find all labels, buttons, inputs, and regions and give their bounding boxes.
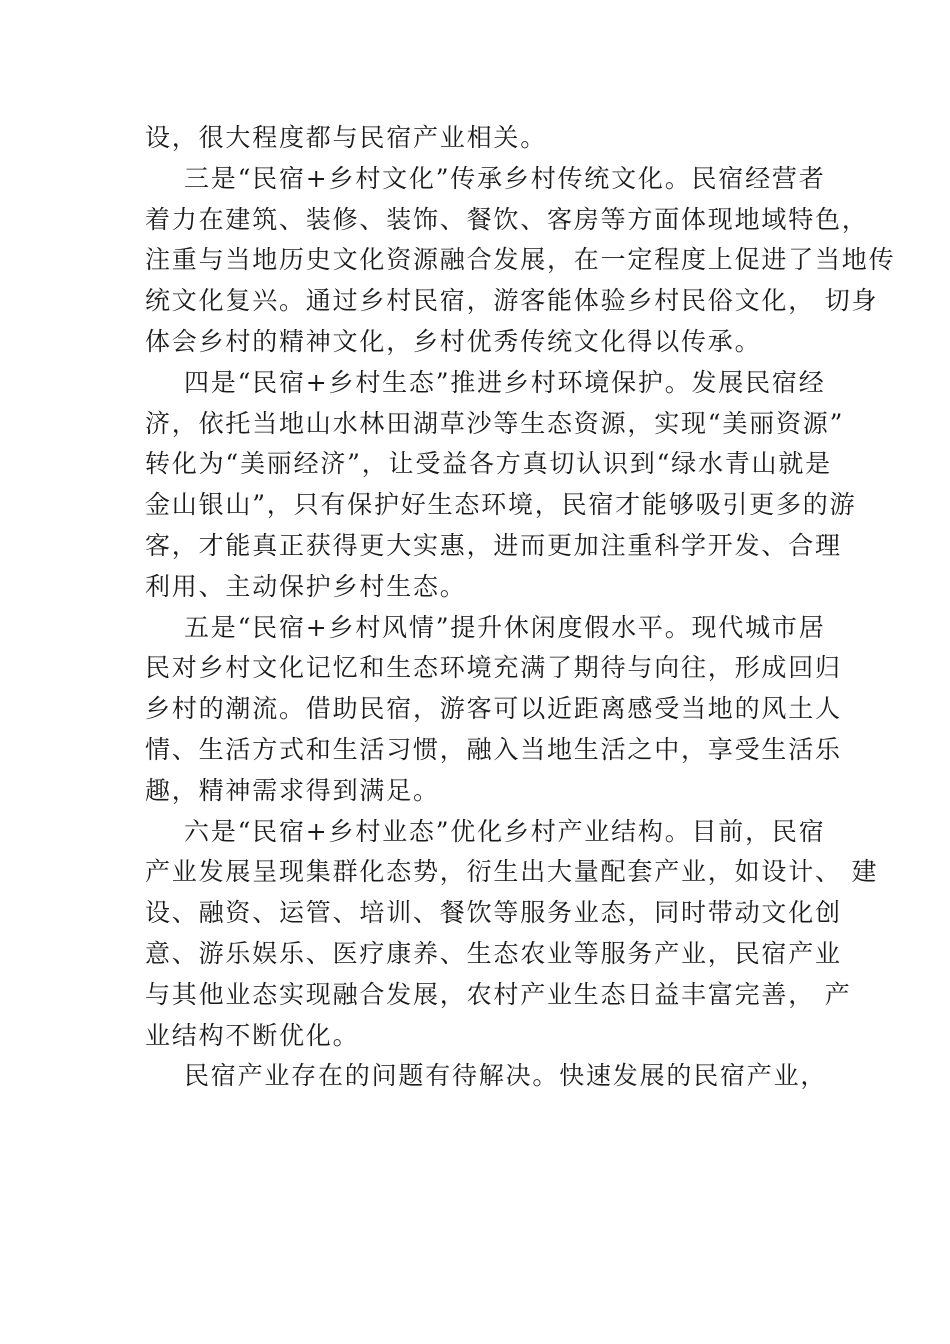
text-line: 注重与当地历史文化资源融合发展，在一定程度上促进了当地传 (145, 245, 896, 275)
text-line: 济，依托当地山水林田湖草沙等生态资源，实现“美丽资源” (145, 408, 845, 438)
text-line: 三是“民宿+乡村文化”传承乡村传统文化。民宿经营者 (145, 163, 826, 193)
text-line: 利用、主动保护乡村生态。 (145, 571, 467, 601)
text-line: 趣，精神需求得到满足。 (145, 775, 440, 805)
text-line: 六是“民宿+乡村业态”优化乡村产业结构。目前，民宿 (145, 816, 826, 846)
text-line: 情、生活方式和生活习惯，融入当地生活之中，享受生活乐 (145, 734, 842, 764)
text-line: 民对乡村文化记忆和生态环境充满了期待与向往，形成回归 (145, 653, 842, 683)
text-line: 民宿产业存在的问题有待解决。快速发展的民宿产业， (145, 1061, 828, 1091)
text-line: 体会乡村的精神文化，乡村优秀传统文化得以传承。 (145, 326, 762, 356)
text-line: 着力在建筑、装修、装饰、餐饮、客房等方面体现地域特色， (145, 204, 869, 234)
text-line: 五是“民宿+乡村风情”提升休闲度假水平。现代城市居 (145, 612, 826, 642)
body-text (145, 118, 896, 1097)
text-line: 统文化复兴。通过乡村民宿，游客能体验乡村民俗文化， 切身 (145, 286, 879, 316)
text-line: 四是“民宿+乡村生态”推进乡村环境保护。发展民宿经 (145, 367, 826, 397)
text-line: 与其他业态实现融合发展，农村产业生态日益丰富完善， 产 (145, 979, 852, 1009)
text-line: 意、游乐娱乐、医疗康养、生态农业等服务产业，民宿产业 (145, 938, 842, 968)
text-line: 业结构不断优化。 (145, 1020, 360, 1050)
text-line: 产业发展呈现集群化态势，衍生出大量配套产业，如设计、 建 (145, 857, 879, 887)
text-line: 金山银山”，只有保护好生态环境，民宿才能够吸引更多的游 (145, 490, 857, 520)
text-line: 设、融资、运管、培训、餐饮等服务业态，同时带动文化创 (145, 898, 842, 928)
text-line: 转化为“美丽经济”，让受益各方真切认识到“绿水青山就是 (145, 449, 832, 479)
text-line: 乡村的潮流。借助民宿，游客可以近距离感受当地的风土人 (145, 694, 842, 724)
text-line: 客，才能真正获得更大实惠，进而更加注重科学开发、合理 (145, 530, 842, 560)
text-line: 设，很大程度都与民宿产业相关。 (145, 123, 548, 152)
